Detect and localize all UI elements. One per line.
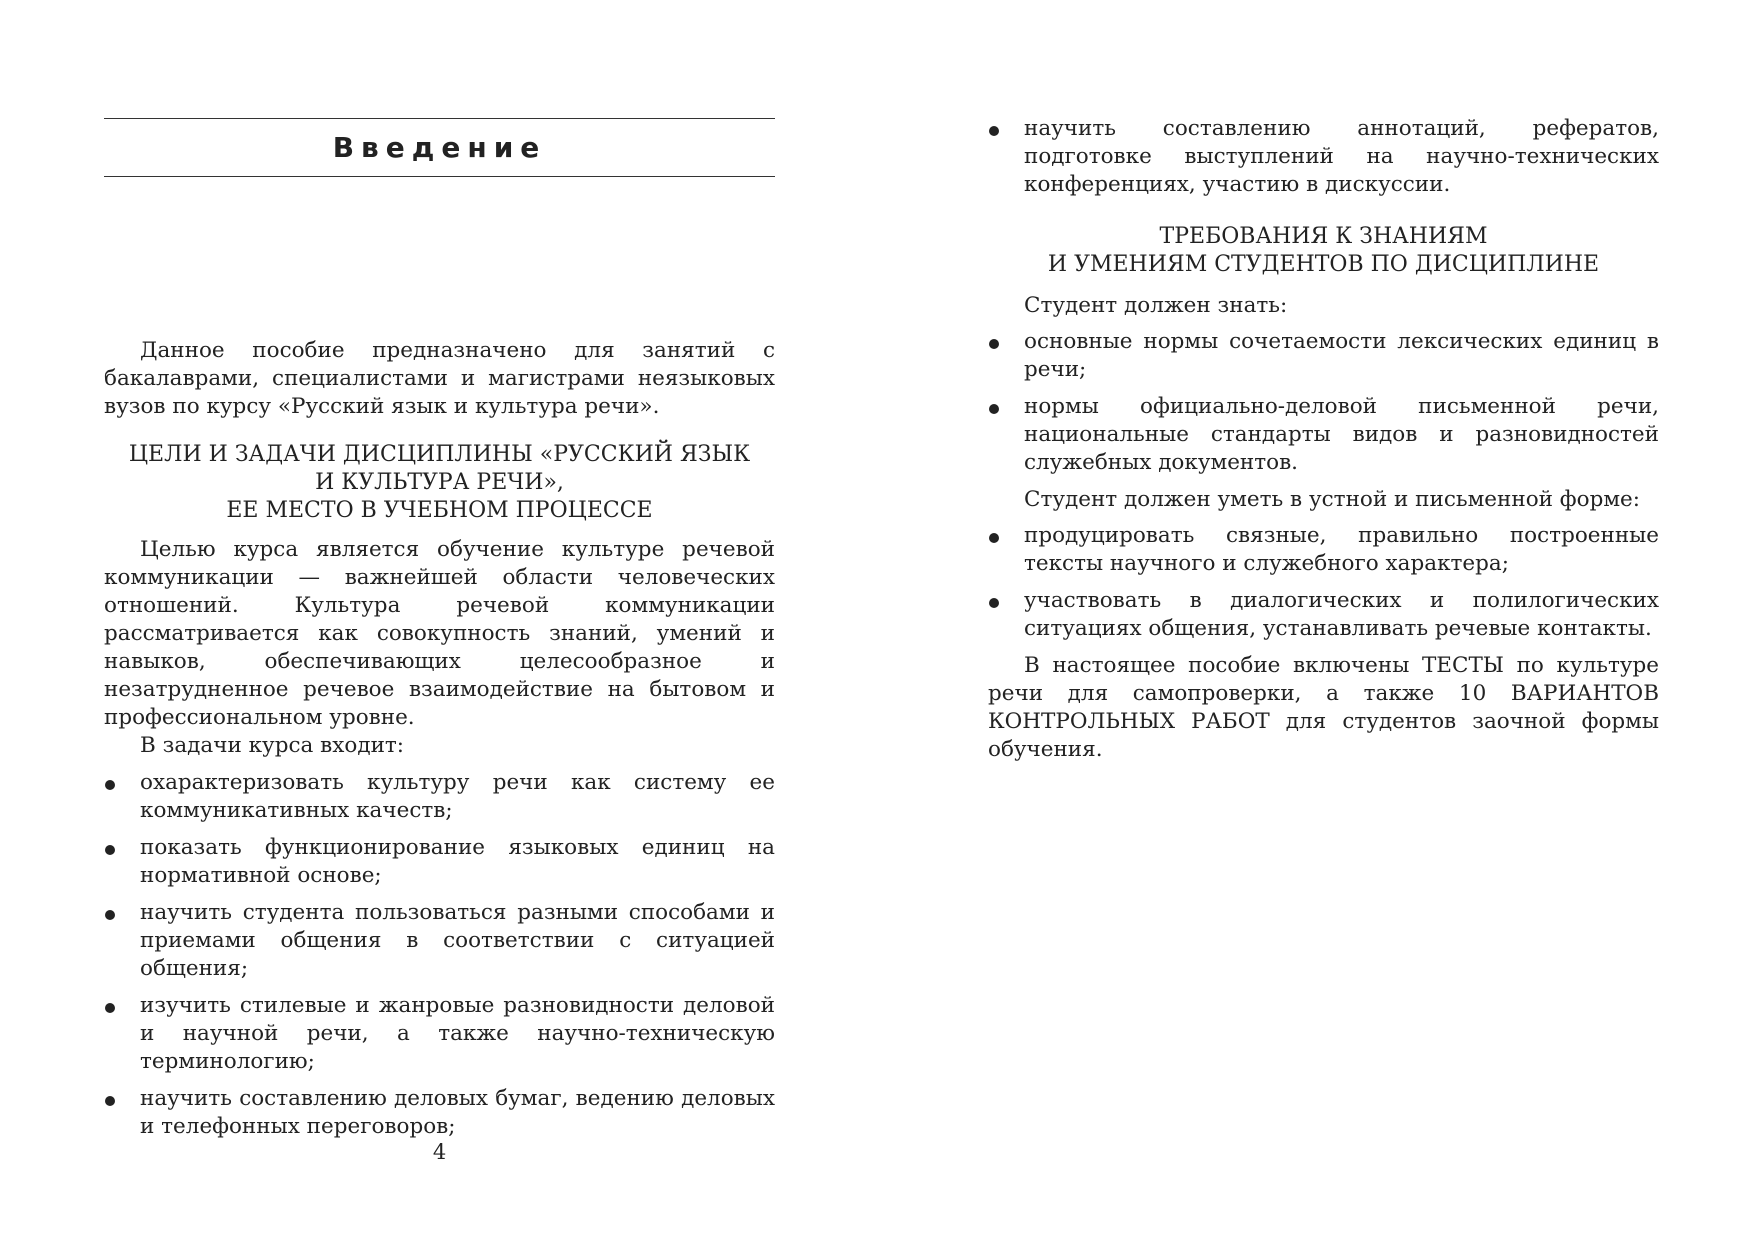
bullet-icon [105,845,115,855]
bullet-icon [989,339,999,349]
chapter-title: Введение [332,131,547,164]
list-item [988,587,1659,643]
bullet-icon [989,126,999,136]
section-heading-line: ЕЕ МЕСТО В УЧЕБНОМ ПРОЦЕССЕ [226,498,653,523]
able-intro: Студент должен уметь в устной и письменной форме: [1024,487,1641,512]
tasks-list [104,769,775,1141]
goal-paragraph: Целью курса является обучение культуре речевой коммуникации — важнейшей области человеческих отношений. Культура речевой коммуникации рассматривается как совокупность знаний, умений и навыков, обеспечивающих целесообразное и незатрудненное речевое взаимодействие на бытовом и профессиональном уровне. [104,537,775,730]
able-list [988,522,1659,643]
section-heading-goals [104,441,775,525]
section-heading-line: ЦЕЛИ И ЗАДАЧИ ДИСЦИПЛИНЫ «РУССКИЙ ЯЗЫК [128,442,751,467]
bullet-icon [105,1003,115,1013]
list-item-text: изучить стилевые и жанровые разновидности деловой и научной речи, а также научно-техническую терминологию; [140,993,775,1074]
tasks-intro: В задачи курса входит: [140,733,405,758]
list-item [988,115,1659,199]
list-item-text: показать функционирование языковых единиц на нормативной основе; [140,835,775,888]
bullet-icon [989,404,999,414]
section-heading-requirements [988,223,1659,279]
continued-tasks-list [988,115,1659,199]
list-item [104,769,775,825]
section-heading-line: И КУЛЬТУРА РЕЧИ», [315,470,564,495]
intro-paragraph: Данное пособие предназначено для занятий с бакалаврами, специалистами и магистрами неязыковых вузов по курсу «Русский язык и культура речи». [104,338,775,419]
list-item [988,522,1659,578]
bullet-icon [989,533,999,543]
list-item [104,992,775,1076]
section-heading-line: ТРЕБОВАНИЯ К ЗНАНИЯМ [1159,224,1488,249]
closing-paragraph: В настоящее пособие включены ТЕСТЫ по культуре речи для самопроверки, а также 10 ВАРИАНТОВ КОНТРОЛЬНЫХ РАБОТ для студентов заочной формы обучения. [988,653,1659,762]
page-number: 4 [432,1140,447,1164]
left-page [104,0,775,1240]
right-page-body [988,115,1659,764]
list-item [104,834,775,890]
know-list [988,328,1659,477]
section-heading-line: И УМЕНИЯМ СТУДЕНТОВ ПО ДИСЦИПЛИНЕ [1047,252,1600,277]
left-page-body [104,337,775,1150]
bullet-icon [105,1096,115,1106]
know-intro: Студент должен знать: [1024,293,1288,318]
list-item [988,393,1659,477]
list-item [104,899,775,983]
title-top-rule [104,118,775,119]
bullet-icon [989,598,999,608]
list-item [104,1085,775,1141]
list-item-text: научить студента пользоваться разными способами и приемами общения в соответствии с ситуацией общения; [140,900,775,981]
list-item-text: охарактеризовать культуру речи как систему ее коммуникативных качеств; [140,770,775,823]
list-item-text: нормы официально-деловой письменной речи, национальные стандарты видов и разновидностей служебных документов. [1024,394,1659,475]
bullet-icon [105,910,115,920]
title-bottom-rule [104,176,775,177]
list-item-text: научить составлению аннотаций, рефератов, подготовке выступлений на научно-технических конференциях, участию в дискуссии. [1024,116,1659,197]
right-page [988,0,1659,1240]
list-item-text: основные нормы сочетаемости лексических единиц в речи; [1024,329,1659,382]
list-item-text: продуцировать связные, правильно построенные тексты научного и служебного характера; [1024,523,1659,576]
list-item [988,328,1659,384]
list-item-text: научить составлению деловых бумаг, ведению деловых и телефонных переговоров; [140,1086,775,1139]
bullet-icon [105,780,115,790]
list-item-text: участвовать в диалогических и полилогических ситуациях общения, устанавливать речевые контакты. [1024,588,1659,641]
